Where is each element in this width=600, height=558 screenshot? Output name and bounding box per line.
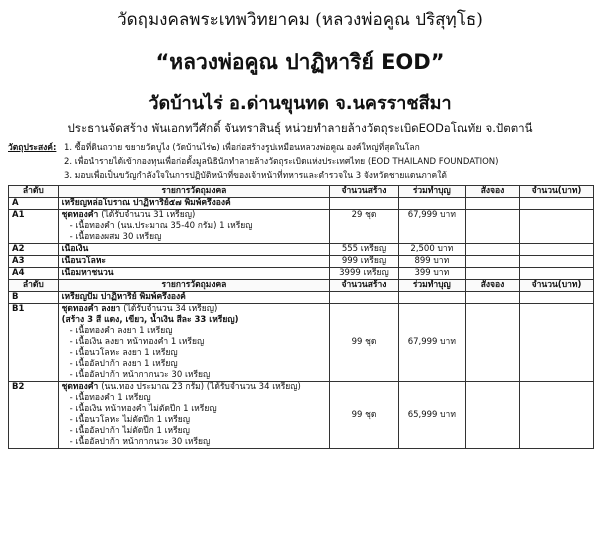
order-cell[interactable] [465,268,519,280]
location-line: วัดบ้านไร่ อ.ด่านขุนทด จ.นครราชสีมา [148,93,452,114]
order-cell[interactable] [465,382,519,449]
order-cell[interactable] [465,256,519,268]
section-row-a: A เหรียญหล่อโบราณ ปาฏิหาริย์๕๗ พิมพ์ครึ่งองค์ [9,198,594,210]
col-no: ลำดับ [9,186,59,198]
col-amount: จำนวน(บาท) [520,186,594,198]
amount-cell[interactable] [520,244,594,256]
order-cell[interactable] [465,304,519,382]
table-header-row-repeat: ลำดับ รายการวัตถุมงคล จำนวนสร้าง ร่วมทำบุญ สั่งจอง จำนวน(บาท) [9,280,594,292]
table-row: A4 เนื้อมหาชนวน 3999 เหรียญ 399 บาท [9,268,594,280]
document-title: “หลวงพ่อคูณ ปาฏิหาริย์ EOD” [155,50,445,74]
objective-1: วัตถุประสงค์: 1. ซื้อที่ดินถวาย ขยายวัดบูไง (วัดบ้านไร่๒) เพื่อก่อสร้างรูปเหมือนหลวงพ่อคูณ องค์ใหญ่ที่สุดในโลก [8,140,598,154]
price-table [8,185,594,449]
order-cell[interactable] [465,244,519,256]
objective-2: 2. เพื่อนำรายได้เข้ากองทุนเพื่อก่อตั้งมูลนิธินักทำลายล้างวัตถุระเบิดแห่งประเทศไทย (EOD THAILAND FOUNDATION) [64,157,499,167]
objectives-label: วัตถุประสงค์: [8,143,57,153]
col-item: รายการวัตถุมงคล [58,186,330,198]
order-cell[interactable] [465,210,519,244]
col-qty: จำนวนสร้าง [330,186,398,198]
amount-cell[interactable] [520,304,594,382]
table-row: B2 ชุดทองคำ (นน.ทอง ประมาณ 23 กรัม) (ได้รับจำนวน 34 เหรียญ) - เนื้อทองคำ 1 เหรียญ - เนื้อเงิน หน้าทองคำ ไม่ตัดปีก 1 เหรียญ - เนื้อนวโลหะ ไม่ตัดปีก 1 เหรียญ - เนื้ออัลปาก้า ไม่ตัดปีก 1 เหรียญ - เนื้ออัลปาก้า หน้ากากนวะ 30 เหรียญ 99 ชุด 65,999 บาท [9,382,594,449]
amount-cell[interactable] [520,210,594,244]
amount-cell[interactable] [520,256,594,268]
temple-name: วัดฤมงคลพระเทพวิทยาคม (หลวงพ่อคูณ ปริสุทฺโธ) [117,10,483,30]
table-row: A3 เนื้อนวโลหะ 999 เหรียญ 899 บาท [9,256,594,268]
table-row: A2 เนื้อเงิน 555 เหรียญ 2,500 บาท [9,244,594,256]
table-header-row [9,186,594,198]
objective-3: 3. มอบเพื่อเป็นขวัญกำลังใจในการปฏิบัติหน้าที่ของเจ้าหน้าที่ทหารและตำรวจใน 3 จังหวัดชายแดนภาคใต้ [64,171,447,181]
col-price: ร่วมทำบุญ [398,186,465,198]
amount-cell[interactable] [520,268,594,280]
section-row-b: B เหรียญปั๊ม ปาฏิหาริย์ พิมพ์ครึ่งองค์ [9,292,594,304]
table-row: A1 ชุดทองคำ (ได้รับจำนวน 31 เหรียญ) - เนื้อทองคำ (นน.ประมาณ 35-40 กรัม) 1 เหรียญ - เนื้อทองผสม 30 เหรียญ 29 ชุด 67,999 บาท [9,210,594,244]
amount-cell[interactable] [520,382,594,449]
col-order: สั่งจอง [465,186,519,198]
table-row: B1 ชุดทองคำ ลงยา (ได้รับจำนวน 34 เหรียญ) (สร้าง 3 สี แดง, เขียว, น้ำเงิน สีละ 33 เหรียญ) - เนื้อทองคำ ลงยา 1 เหรียญ - เนื้อเงิน ลงยา หน้าทองคำ 1 เหรียญ - เนื้อนวโลหะ ลงยา 1 เหรียญ - เนื้ออัลปาก้า ลงยา 1 เหรียญ - เนื้ออัลปาก้า หน้ากากนวะ 30 เหรียญ 99 ชุด 67,999 บาท [9,304,594,382]
chairman-line: ประธานจัดสร้าง พันเอกทวีศักดิ์ จันทราสินธุ์ หน่วยทำลายล้างวัตถุระเบิดEODอโณทัย จ.ปัตตานี [67,121,533,135]
